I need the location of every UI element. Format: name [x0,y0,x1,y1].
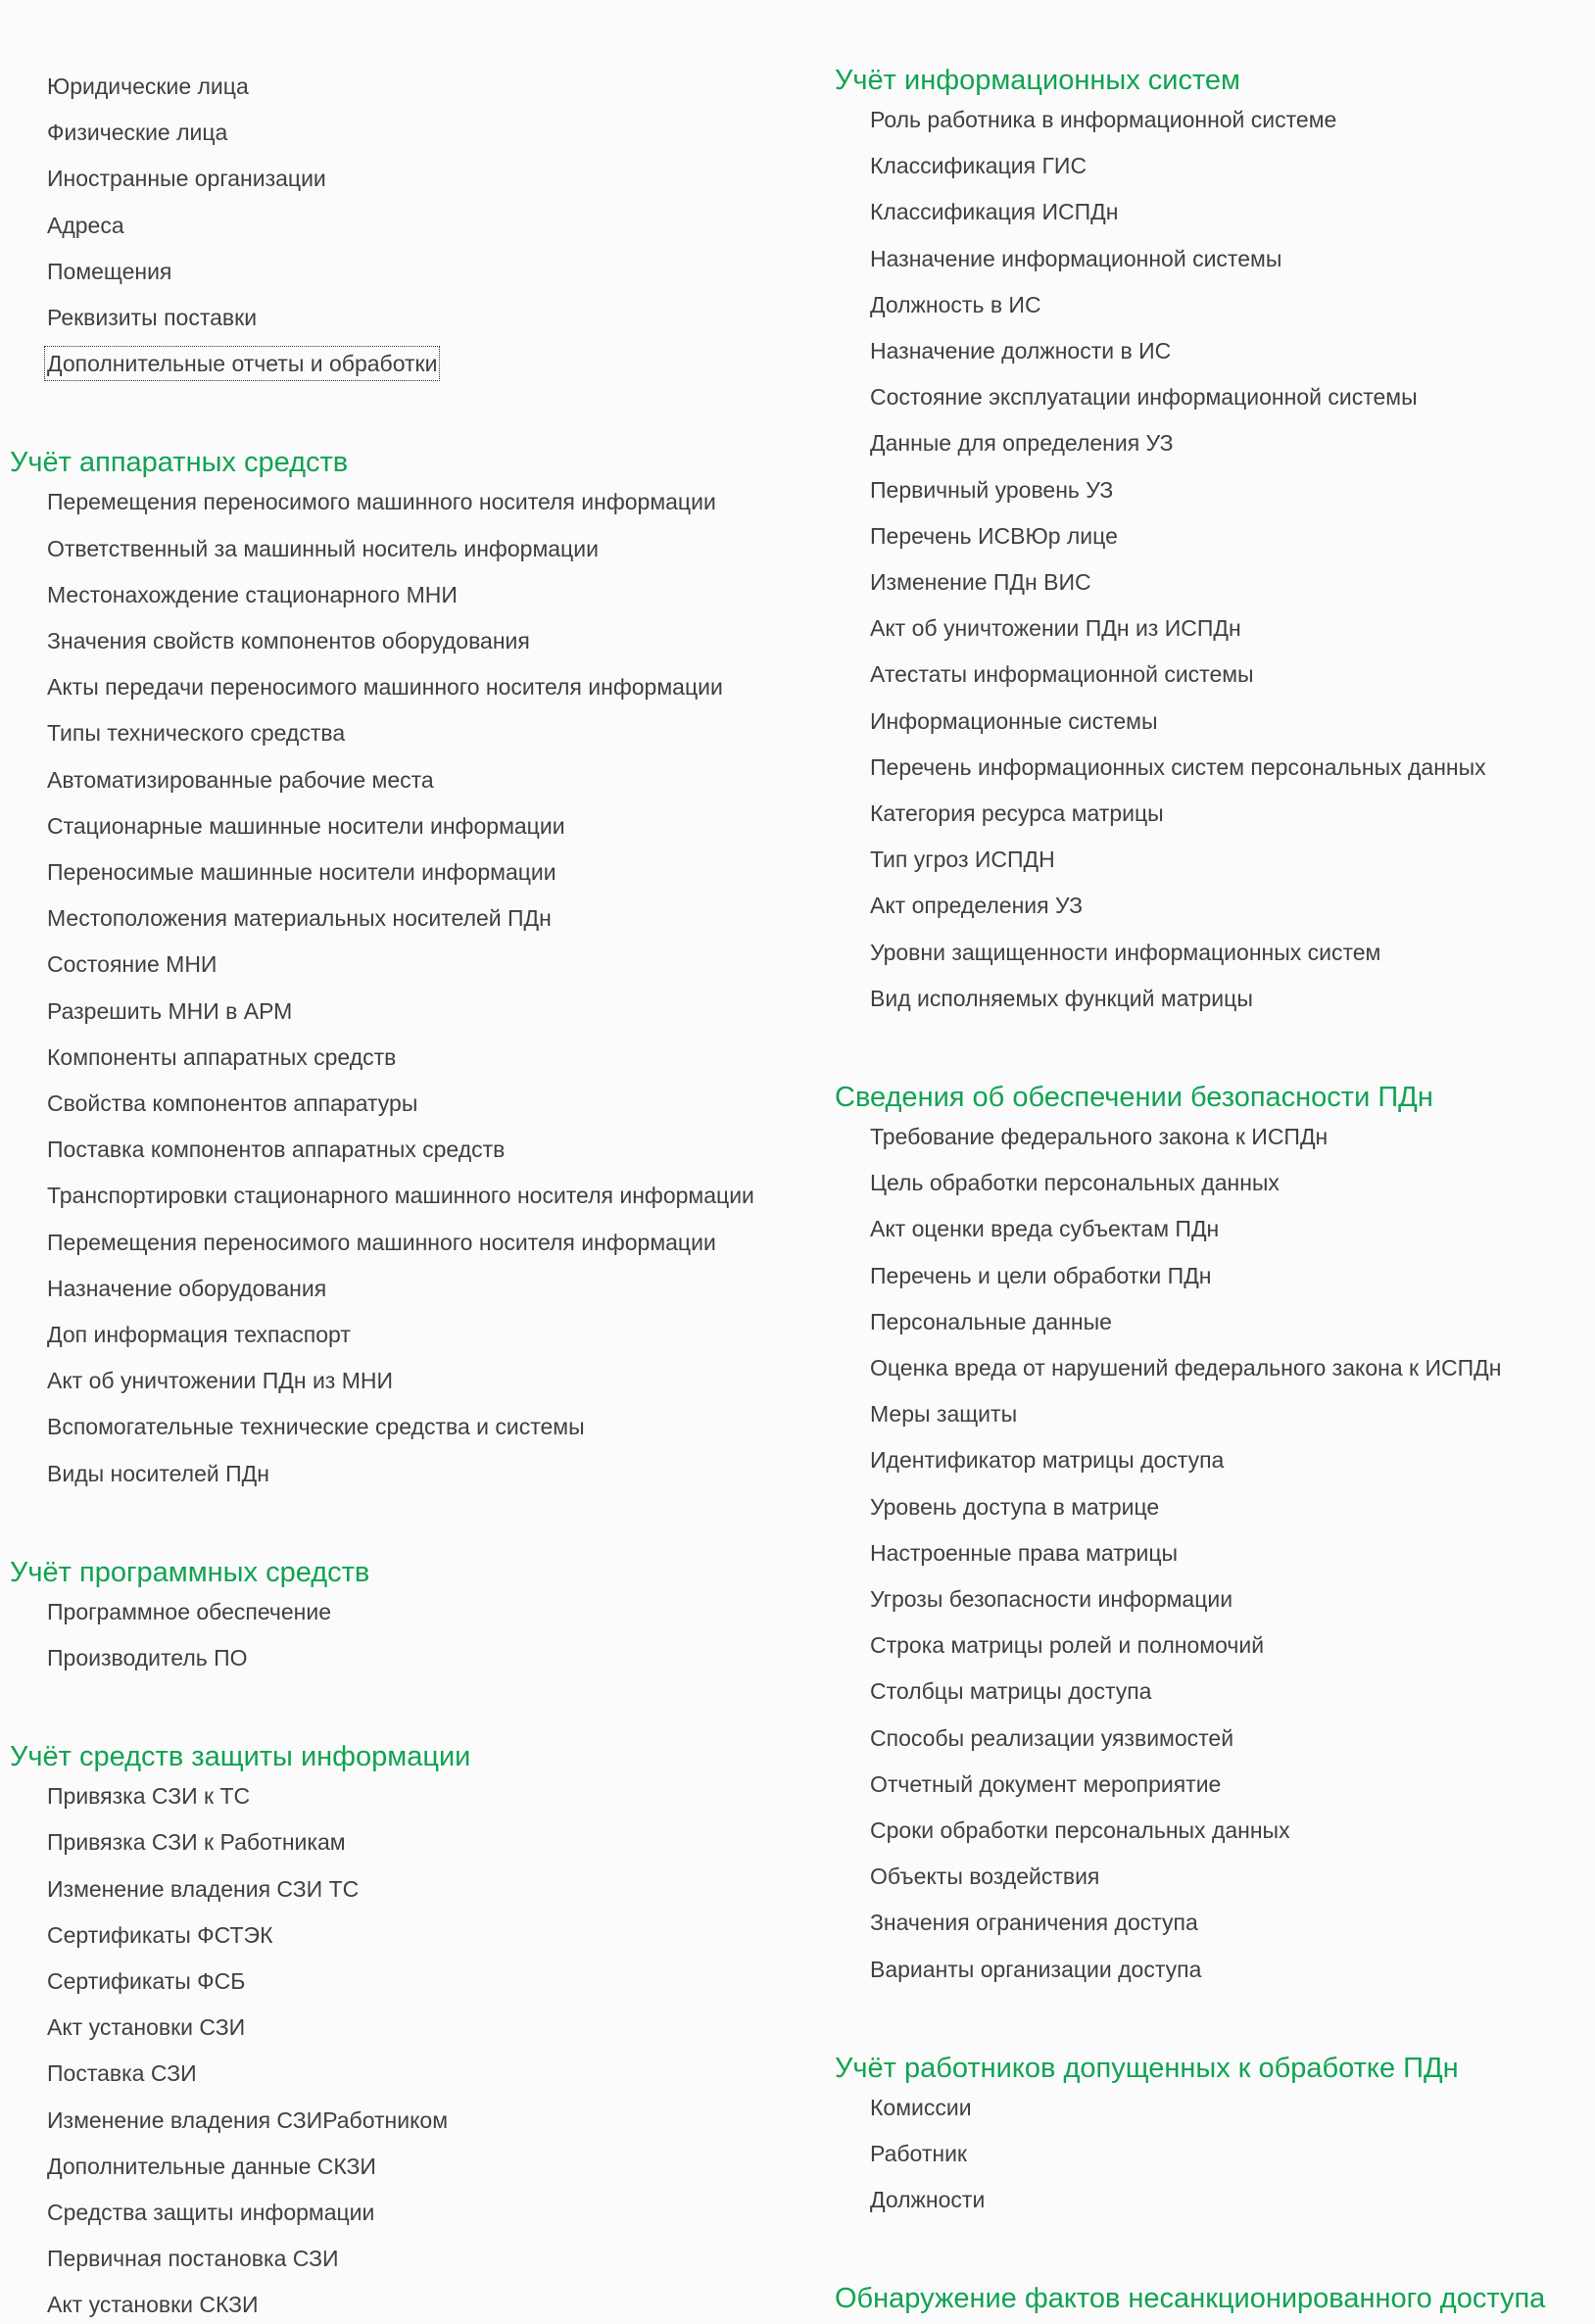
menu-link[interactable]: Перечень и цели обработки ПДн [870,1262,1212,1288]
menu-link[interactable]: Категория ресурса матрицы [870,800,1164,826]
menu-link[interactable]: Изменение ПДн ВИС [870,569,1091,595]
menu-link[interactable]: Физические лица [47,120,228,146]
menu-link[interactable]: Уровень доступа в матрице [870,1493,1160,1520]
menu-link[interactable]: Свойства компонентов аппаратуры [47,1090,418,1116]
menu-link[interactable]: Столбцы матрицы доступа [870,1678,1152,1705]
menu-link[interactable]: Поставка СЗИ [47,2060,197,2087]
menu-link[interactable]: Персональные данные [870,1308,1112,1334]
menu-link[interactable]: Акт об уничтожении ПДн из МНИ [47,1368,394,1394]
menu-link[interactable]: Вспомогательные технические средства и системы [47,1414,585,1440]
section-title: Учёт информационных систем [835,65,1240,96]
menu-link[interactable]: Компоненты аппаратных средств [47,1043,397,1070]
menu-link[interactable]: Изменение владения СЗИРаботником [47,2106,449,2133]
menu-link[interactable]: Должность в ИС [870,291,1041,317]
menu-link[interactable]: Атестаты информационной системы [870,661,1254,688]
menu-link[interactable]: Поставка компонентов аппаратных средств [47,1137,506,1163]
menu-link[interactable]: Юридические лица [47,73,249,99]
menu-link[interactable]: Перемещения переносимого машинного носителя информации [47,489,716,515]
menu-link[interactable]: Помещения [47,258,172,284]
menu-link[interactable]: Угрозы безопасности информации [870,1586,1233,1612]
menu-link[interactable]: Роль работника в информационной системе [870,107,1337,132]
section-title: Учёт аппаратных средств [10,447,349,479]
menu-link[interactable]: Состояние эксплуатации информационной системы [870,384,1418,411]
menu-link[interactable]: Отчетный документ мероприятие [870,1770,1222,1797]
menu-link[interactable]: Автоматизированные рабочие места [47,766,434,793]
menu-link[interactable]: Акт оценки вреда субъектам ПДн [870,1216,1220,1242]
menu-link[interactable]: Акт установки СЗИ [47,2014,246,2041]
menu-link[interactable]: Сроки обработки персональных данных [870,1817,1290,1843]
menu-link[interactable]: Акт установки СКЗИ [47,2292,259,2318]
menu-link[interactable]: Объекты воздействия [870,1864,1100,1890]
menu-link[interactable]: Состояние МНИ [47,951,218,978]
menu-link[interactable]: Меры защиты [870,1401,1018,1428]
menu-link[interactable]: Комиссии [870,2094,972,2120]
menu-link[interactable]: Программное обеспечение [47,1598,331,1624]
menu-link[interactable]: Первичная постановка СЗИ [47,2246,339,2272]
menu-link[interactable]: Разрешить МНИ в АРМ [47,997,293,1024]
menu-link[interactable]: Акты передачи переносимого машинного носителя информации [47,674,723,701]
menu-link[interactable]: Настроенные права матрицы [870,1539,1179,1566]
menu-link[interactable]: Работник [870,2141,967,2166]
menu-link[interactable]: Акт определения УЗ [870,893,1083,919]
menu-link[interactable]: Способы реализации уязвимостей [870,1724,1234,1751]
menu-link[interactable]: Вид исполняемых функций матрицы [870,985,1253,1011]
menu-link[interactable]: Изменение владения СЗИ ТС [47,1875,360,1902]
menu-link[interactable]: Производитель ПО [47,1645,248,1670]
menu-link[interactable]: Классификация ИСПДн [870,199,1119,225]
menu-link[interactable]: Местоположения материальных носителей ПДн [47,905,552,932]
menu-link[interactable]: Виды носителей ПДн [47,1460,269,1486]
section-title: Обнаружение фактов несанкционированного доступа [835,2283,1546,2315]
menu-link[interactable]: Значения ограничения доступа [870,1910,1198,1936]
menu-link[interactable]: Ответственный за машинный носитель информации [47,535,599,561]
menu-link[interactable]: Сертификаты ФСТЭК [47,1921,273,1948]
menu-link[interactable]: Реквизиты поставки [47,305,258,330]
section-title: Учёт работников допущенных к обработке ПДн [835,2052,1459,2084]
menu-link[interactable]: Должности [870,2187,986,2213]
section-title: Учёт средств защиты информации [10,1741,471,1773]
menu-link[interactable]: Дополнительные отчеты и обработки [45,347,439,380]
menu-link[interactable]: Информационные системы [870,707,1158,734]
menu-link[interactable]: Тип угроз ИСПДН [870,847,1055,873]
menu-link[interactable]: Адреса [47,212,124,238]
menu-link[interactable]: Перемещения переносимого машинного носителя информации [47,1229,716,1255]
section-title: Учёт программных средств [10,1556,370,1588]
menu-link[interactable]: Строка матрицы ролей и полномочий [870,1632,1265,1659]
menu-link[interactable]: Классификация ГИС [870,153,1088,179]
menu-link[interactable]: Назначение оборудования [47,1275,327,1301]
menu-link[interactable]: Первичный уровень УЗ [870,476,1114,503]
menu-link[interactable]: Идентификатор матрицы доступа [870,1447,1225,1474]
menu-link[interactable]: Типы технического средства [47,720,346,747]
menu-link[interactable]: Оценка вреда от нарушений федерального закона к ИСПДн [870,1355,1502,1380]
menu-link[interactable]: Уровни защищенности информационных систем [870,939,1381,965]
menu-link[interactable]: Данные для определения УЗ [870,430,1174,457]
menu-link[interactable]: Перечень ИСВЮр лице [870,522,1118,549]
menu-link[interactable]: Варианты организации доступа [870,1956,1202,1982]
menu-link[interactable]: Значения свойств компонентов оборудования [47,628,530,654]
menu-link[interactable]: Перечень информационных систем персональных данных [870,753,1486,780]
menu-link[interactable]: Назначение информационной системы [870,245,1282,271]
section-title: Сведения об обеспечении безопасности ПДн [835,1082,1433,1113]
menu-link[interactable]: Местонахождение стационарного МНИ [47,581,458,607]
menu-link[interactable]: Привязка СЗИ к ТС [47,1783,251,1810]
menu-link[interactable]: Цель обработки персональных данных [870,1170,1280,1196]
menu-link[interactable]: Иностранные организации [47,166,326,192]
menu-link[interactable]: Средства защиты информации [47,2200,375,2225]
menu-link[interactable]: Назначение должности в ИС [870,338,1172,363]
menu-link[interactable]: Акт об уничтожении ПДн из ИСПДн [870,615,1241,642]
menu-link[interactable]: Привязка СЗИ к Работникам [47,1829,346,1856]
menu-link[interactable]: Требование федерального закона к ИСПДн [870,1124,1329,1149]
menu-link[interactable]: Транспортировки стационарного машинного носителя информации [47,1183,754,1209]
menu-link[interactable]: Сертификаты ФСБ [47,1968,246,1994]
menu-link[interactable]: Переносимые машинные носители информации [47,859,556,885]
menu-link[interactable]: Доп информация техпаспорт [47,1322,351,1347]
menu-link[interactable]: Дополнительные данные СКЗИ [47,2153,376,2179]
menu-link[interactable]: Стационарные машинные носители информации [47,812,565,839]
